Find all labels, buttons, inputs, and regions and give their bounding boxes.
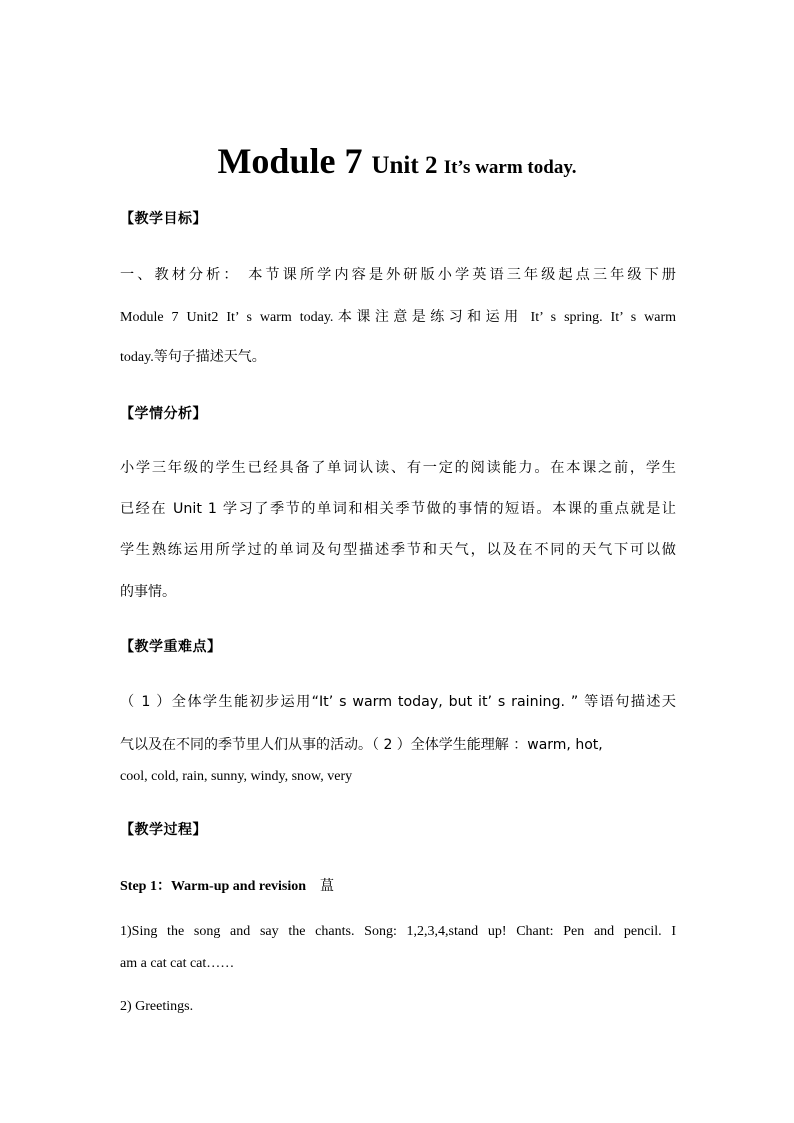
keypoints-line-2: 气以及在不同的季节里人们从事的活动。（ 2 ）全体学生能理解 ：warm, hot, — [120, 737, 603, 753]
step1-glyph: 蒀 — [320, 878, 335, 894]
page-title — [0, 140, 794, 182]
step1-line-2: am a cat cat cat…… — [120, 956, 235, 971]
analysis-heading: 【学情分析】 — [120, 406, 207, 422]
step1-line-3: 2) Greetings. — [120, 999, 194, 1014]
objectives-line-3: today.等句子描述天气。 — [120, 350, 266, 365]
step1-label — [120, 875, 334, 895]
keypoints-line-3: cool, cold, rain, sunny, windy, snow, very — [120, 769, 353, 784]
process-heading: 【教学过程】 — [120, 822, 207, 838]
title-module: Module 7 — [217, 141, 372, 181]
step1-line-1: 1)Sing the song and say the chants. Song: 1,2,3,4,stand up! Chant: Pen and pencil. I — [120, 924, 676, 939]
analysis-line-2: 已经在 Unit 1 学习了季节的单词和相关季节做的事情的短语。本课的重点就是让 — [120, 501, 676, 517]
analysis-line-4: 的事情。 — [120, 584, 176, 600]
keypoints-heading: 【教学重难点】 — [120, 639, 222, 655]
step1-label-text: Step 1：Warm-up and revision — [120, 879, 307, 894]
objectives-line-1: 一、教材分析： 本节课所学内容是外研版小学英语三年级起点三年级下册 — [120, 267, 676, 283]
objectives-line-2: Module 7 Unit2 It’ s warm today.本课注意是练习和运用 It’ s spring. It’ s warm — [120, 310, 676, 325]
title-unit: Unit 2 — [371, 152, 444, 179]
objectives-heading: 【教学目标】 — [120, 211, 207, 227]
analysis-line-1: 小学三年级的学生已经具备了单词认读、有一定的阅读能力。在本课之前，学生 — [120, 460, 676, 476]
title-lesson: It’s warm today. — [443, 157, 577, 178]
keypoints-line-1: （ 1 ）全体学生能初步运用“It’ s warm today, but it’ s raining. ” 等语句描述天 — [120, 694, 676, 710]
analysis-line-3: 学生熟练运用所学过的单词及句型描述季节和天气，以及在不同的天气下可以做 — [120, 542, 676, 558]
